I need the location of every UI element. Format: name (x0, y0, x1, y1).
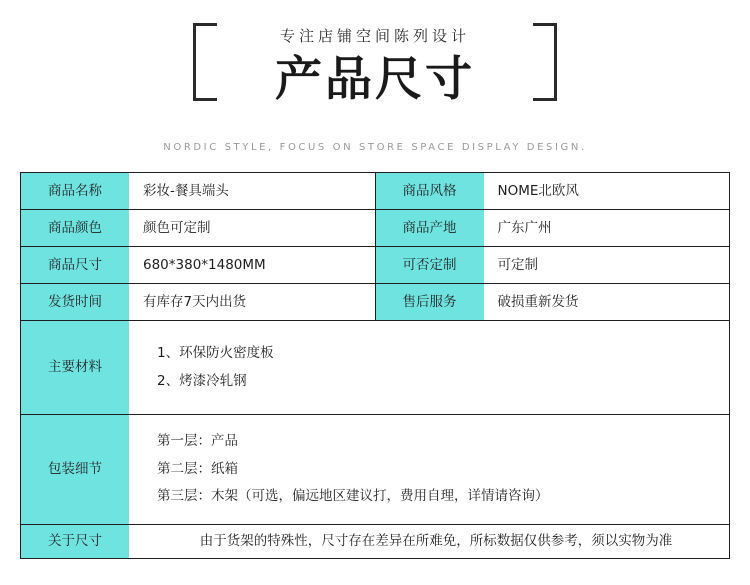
spec-label-product-color: 商品颜色 (21, 210, 129, 246)
spec-value-shipping-time: 有库存7天内出货 (129, 284, 376, 320)
packaging-line: 第一层：产品 (157, 432, 238, 449)
spec-value-material (129, 321, 729, 414)
table-row (21, 210, 729, 247)
table-row (21, 284, 729, 321)
table-row (21, 525, 729, 559)
bracket-left-decoration (193, 23, 217, 101)
table-row (21, 247, 729, 284)
spec-label-material: 主要材料 (21, 321, 129, 414)
header-subtitle-en: NORDIC STYLE, FOCUS ON STORE SPACE DISPLAY DESIGN. (163, 142, 587, 153)
page-header (0, 0, 750, 172)
title-bracket-frame (199, 23, 551, 123)
spec-label-product-name: 商品名称 (21, 173, 129, 209)
spec-label-customizable: 可否定制 (376, 247, 484, 283)
bracket-right-decoration (533, 23, 557, 101)
spec-value-packaging (129, 415, 729, 524)
spec-value-customizable: 可定制 (497, 256, 538, 273)
spec-label-after-sales: 售后服务 (376, 284, 484, 320)
spec-value-product-color: 颜色可定制 (129, 210, 376, 246)
spec-label-about-size: 关于尺寸 (21, 525, 129, 558)
material-line: 1、环保防火密度板 (157, 344, 274, 361)
material-line: 2、烤漆冷轧钢 (157, 372, 247, 389)
page-title: 产品尺寸 (275, 52, 475, 107)
table-row (21, 173, 729, 210)
spec-label-dimensions: 商品尺寸 (21, 247, 129, 283)
spec-label-shipping-time: 发货时间 (21, 284, 129, 320)
spec-label-packaging: 包装细节 (21, 415, 129, 524)
packaging-line: 第三层：木架（可选，偏远地区建议打，费用自理，详情请咨询） (157, 488, 549, 505)
spec-value-dimensions: 680*380*1480MM (129, 247, 376, 283)
spec-label-product-style: 商品风格 (376, 173, 484, 209)
table-row (21, 415, 729, 525)
spec-value-product-name: 彩妆-餐具端头 (129, 173, 376, 209)
packaging-line: 第二层：纸箱 (157, 460, 238, 477)
table-row (21, 321, 729, 415)
spec-value-product-style: NOME北欧风 (497, 182, 579, 199)
spec-value-origin: 广东广州 (497, 219, 552, 236)
spec-label-origin: 商品产地 (376, 210, 484, 246)
spec-table (20, 172, 730, 559)
header-subtitle-cn: 专注店铺空间陈列设计 (279, 27, 470, 45)
spec-value-about-size: 由于货架的特殊性，尺寸存在差异在所难免，所标数据仅供参考，须以实物为准 (199, 533, 673, 550)
spec-value-after-sales: 破损重新发货 (497, 293, 579, 310)
